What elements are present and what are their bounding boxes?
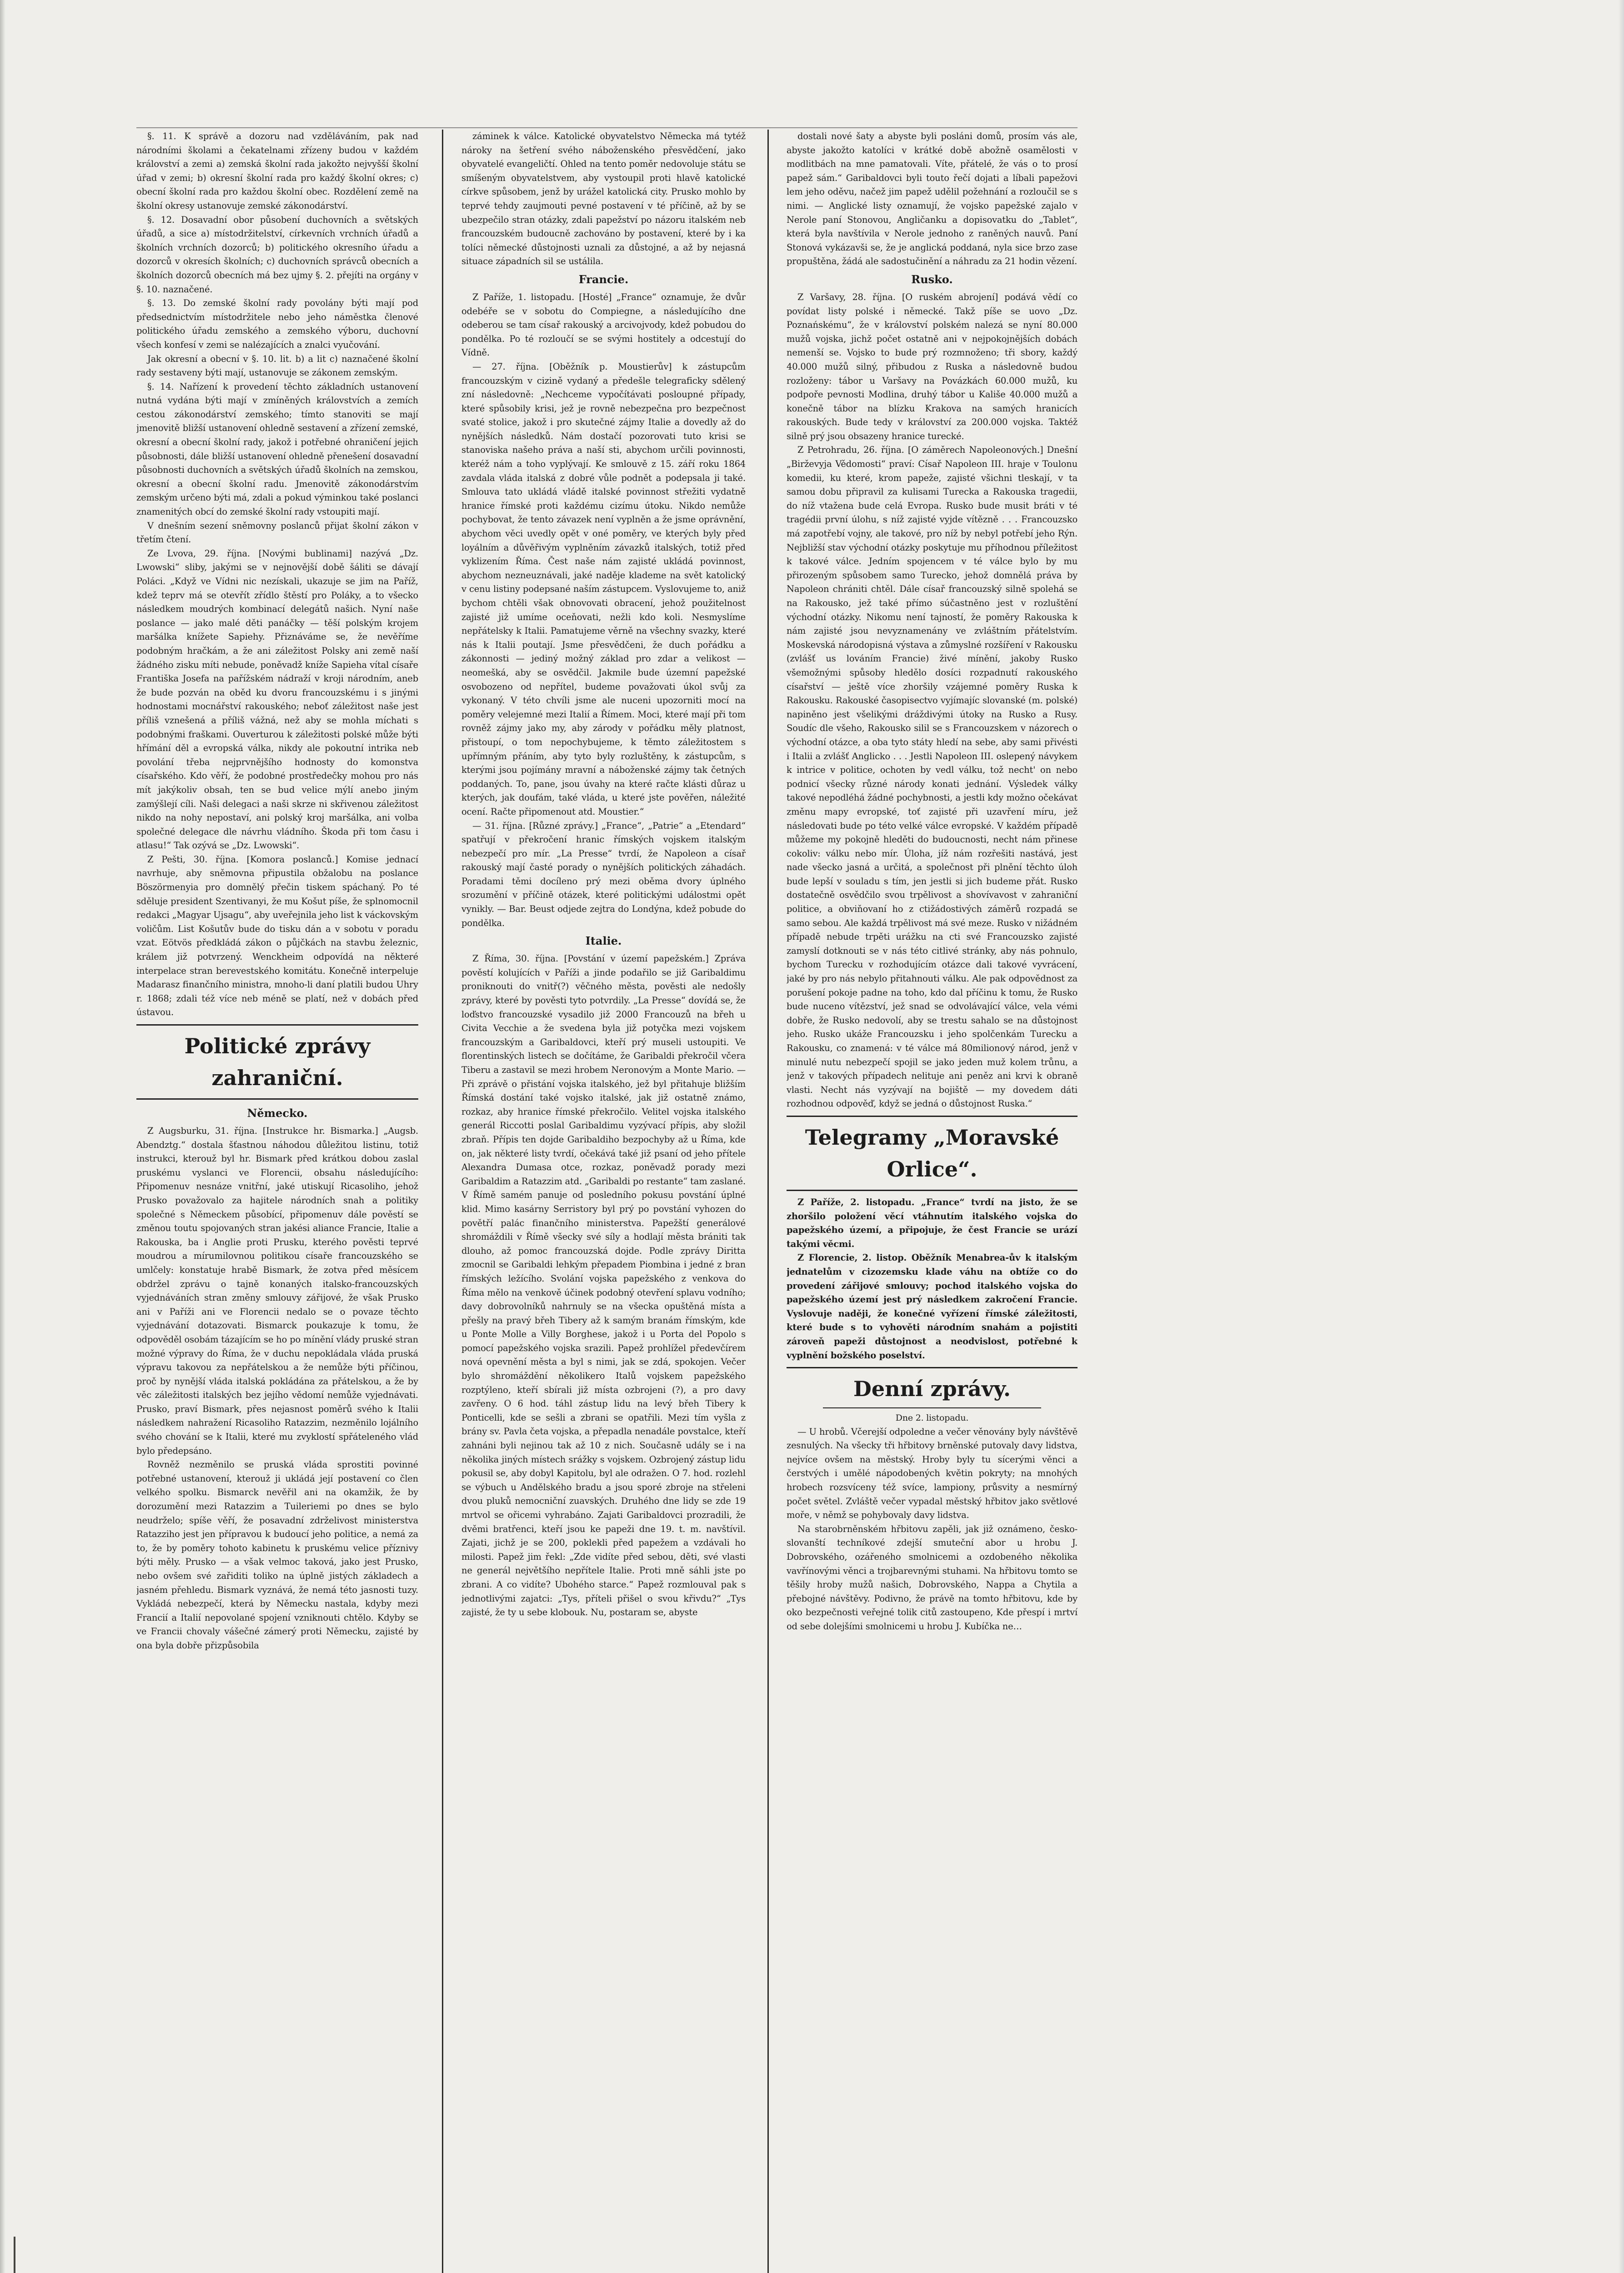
- article-paragraph: Z Varšavy, 28. října. [O ruském abrojení] podává vědí co povídat listy polské i německé. Takž píše se uovo „Dz. Poznańskému“, že v království polském nalezá se nyní 80.000 mužů vojska, jichž počet ostatně ani v nejpokojnějších dobách nemenší se. Vojsko to bude prý rozmnoženo; tři sbory, každý 40.000 mužů silný, přibudou z Ruska a následovně budou rozloženy: tábor u Varšavy na Povázkách 60.000 mužů, ku podpoře pevnosti Modlina, druhý tábor u Kališe 40.000 mužů a konečně tábor na blízku Krakova na samých hranicích rakouských. Bude tedy v království za 200.000 vojska. Taktéž silně prý jsou obsazeny hranice turecké.: [787, 291, 1078, 441]
- top-rule: [136, 127, 1078, 128]
- heading-telegrams: Telegramy „Moravské Orlice“.: [805, 1125, 1059, 1182]
- column-3: [787, 130, 1078, 2273]
- section-title-russia: Rusko.: [911, 272, 953, 286]
- section-divider: [136, 1024, 418, 1026]
- newspaper-page: [136, 130, 1078, 2273]
- article-paragraph: Z Petrohradu, 26. října. [O záměrech Napoleonových.] Dnešní „Birževyja Vědomosti“ praví: Císař Napoleon III. hraje v Toulonu komedii, ku které, krom papeže, zajisté všichni tleskají, v ta samou dobu připravil za kulisami Turecka a Rakouska tragedii, do níž vtažena bude celá Evropa. Rusko bude musit bráti v té tragédii první úlohu, s níž zajisté vyjde vítězně . . . Francouzsko má zapotřebí vojny, ale takové, pro níž by nebyl potřebí jeho Rýn. Nejbližší stav východní otázky poskytuje mu příhodnou příležitost k takové válce. Jedním spojencem v té válce bylo by mu přirozeným spůsobem samo Turecko, jehož domnělá práva by Napoleon chrániti chtěl. Dále císař francouzský silně spolehá se na Rakousko, jež také přímo súčastněno jest v rozluštění východní otázky. Nikomu není tajností, že poměry Rakouska k nám zajisté jsou nevyznamenány ve zvláštním přátelstvím. Moskevská národopisná výstava a zůmyslné rozšíření v Rakousku (zvlášť us lováním Francie) živé mínění, jakoby Rusko všemožnými spůsoby hledělo dosíci rozpadnutí rakouského císařství — ještě více zhoršily vzájemné poměry Ruska k Rakousku. Rakouské časopisectvo vyjímajíc slovanské (m. polské) napiněno jest všelikými dráždivými útoky na Rusko a Rusy. Soudíc dle všeho, Rakousko silil se s Francouzskem v názorech o východní otázce, a oba tyto státy hledí na sebe, aby sami přivésti i Italii a zvlášť Anglicko . . . Jestli Napoleon III. oslepený návykem k intrice v politice, ochoten by vedl válku, tož necht' on nebo podnicí všecky různé národy konati jednání. Výsledek války takové nepodléhá žádné pochybnosti, a jestli kdy možno očekávat změnu mapy evropské, toť zajisté při uzavření míru, jež následovati bude po této velké válce evropské. V každém případě můžeme my pokojně hleděti do budoucnosti, necht nám přinese cokoliv: válku nebo mír. Úloha, jíž nám rozřešiti nastává, jest nade všecko jasná a určitá, a společnost při plnění těchto úloh bude lepší v souladu s tím, jen jestli si jich budeme přát. Rusko dostatečně osvědčilo svou trpělivost a shovívavost v zahraniční politice, a obviňovaní ho z ctižádostivých záměrů rozpadá se samo sebou. Ale každá trpělivost má své meze. Rusko v nižádném případě nebude trpěti urážku na cti své Francouzsko zajisté zamyslí dotknouti se v nás této citlivé stránky, aby nás pohnulo, bychom Turecku v rozhodujícím otázce dali takové vyvrácení, jaké by pro nás nebylo přitahnouti válku. Ale pak odpovědnost za porušení pokoje padne na toho, kdo dal příčinu k tomu, že Rusko bude nuceno vítězství, jež snad se odvolávající válce, vela vémi dobře, že Rusko nedovolí, aby se trestu sahalo se na důstojnost jeho. Rusko ukáže Francouzsku i jeho spolčenkám Turecku a Rakousku, co znamená: v té válce má 80milionový národ, jenž v minulé nutu nebezpečí spojil se jako jeden muž kolem trůnu, a jenž v takových případech nelituje ani peněz ani krvi k obraně vlasti. Necht nás vyzývají na bojiště — my dovedem dáti rozhodnou odpověď, když se jedná o důstojnost Ruska.“: [787, 445, 1078, 1109]
- article-paragraph: Jak okresní a obecní v §. 10. lit. b) a lit c) naznačené školní rady sestaveny býti mají, ustanovuje se zákonem zemským.: [136, 353, 418, 378]
- scan-mark: [14, 2237, 15, 2273]
- article-paragraph: Z Pešti, 30. října. [Komora poslanců.] Komise jednací navrhuje, aby sněmovna připustila obžalobu na poslance Böszörmenyia pro domnělý přečin tiskem spáchaný. Po té sděluje president Szentivanyi, že mu Košut píše, že splnomocnil redakci „Magyar Ujsagu“, aby uveřejnila jeho list k váckovským voličům. List Košutův bude do tisku dán a v sobotu v poradu vzat. Eötvös předkládá zákon o půjčkách na stavbu železnic, králem již potvrzený. Wenckheim odpovídá na některé interpelace stran berevestského komitátu. Konečně interpeluje Madarasz finančního ministra, mnoho-li daní platili budou Uhry r. 1868; zdali též více neb méně se platí, než v dobách před ústavou.: [136, 854, 418, 1018]
- section-divider: [787, 1367, 1078, 1368]
- article-paragraph: §. 13. Do zemské školní rady povolány býti mají pod předsednictvím místodržitele nebo jeho náměstka členové politického úřadu zemského a zemského výboru, duchovní všech konfesí v zemi se nalézajících a znalci vyučování.: [136, 298, 418, 350]
- section-divider: [787, 1116, 1078, 1117]
- section-title-italy: Italie.: [585, 934, 622, 948]
- section-divider: [787, 1190, 1078, 1191]
- section-title-france: Francie.: [578, 272, 629, 286]
- telegram-paragraph: Z Paříže, 2. listopadu. „France“ tvrdí na jisto, že se zhoršilo položení věcí vtáhnutím italského vojska do papežského území, a připojuje, že čest Francie se urází takými věcmi.: [787, 1197, 1078, 1249]
- article-paragraph: záminek k válce. Katolické obyvatelstvo Německa má tytéž nároky na šetření svého náboženského přesvědčení, jako obyvatelé evangeličtí. Ohled na tento poměr nedovoluje státu se smíšeným obyvatelstvem, aby vystoupil proti hlavě katolické církve spůsobem, jenž by urážel katolická city. Prusko mohlo by teprvé tehdy zaujmouti pevné postavení v té příčině, až by se ubezpečilo stran otázky, zdali papežství po názoru italském neb francouzském budoucně zachováno by postavení, které by i ka tolíci německé důstojnosti uznali za důstojné, a až by nejasná situace západních sil se ustálila.: [461, 131, 746, 267]
- article-paragraph: — 31. října. [Různé zprávy.] „France“, „Patrie“ a „Etendard“ spatřují v překročení hranic římských vojskem italským nebezpečí pro mír. „La Presse“ tvrdí, že Napoleon a císař rakouský mají časté porady o nynějších politických záhadách. Poradami těmi docíleno prý mezi oběma dvory úplného srozumění v příčině otázek, které politickými událostmi opět vynikly. — Bar. Beust odjede zejtra do Londýna, kdež pobude do pondělka.: [461, 820, 746, 928]
- section-divider: [136, 1098, 418, 1100]
- article-paragraph: §. 12. Dosavadní obor působení duchovních a světských úřadů, a sice a) místodržitelství, církevních vrchních úřadů a školních vrchních dozorců; b) politického okresního úřadu a dozorců v okresích školních; c) duchovních správců obecních a školních dozorců obecních má bez ujmy §. 2. přejíti na orgány v §. 10. naznačené.: [136, 214, 418, 295]
- column-rule: [442, 130, 443, 2273]
- article-paragraph: V dnešním sezení sněmovny poslanců přijat školní zákon v třetím čtení.: [136, 520, 418, 545]
- column-2: [461, 130, 746, 2273]
- article-paragraph: §. 14. Nařízení k provedení těchto základních ustanovení nutná vydána býti mají v zmíněných královstvích a zemích cestou zákonodárství zemského; tímto stanoviti se mají jmenovitě bližší ustanovení ohledně sestavení a zřízení zemské, okresní a obecní školní rady, jakož i potřebné ohraničení jejich působnosti, dále bližší ustanovení ohledně přenešení dosavadní působnosti duchovních a světských úřadů školních na zemskou, okresní a obecní školní radu. Jmenovitě zákonodárstvím zemským určeno býti má, zdali a pokud výminkou také poslanci znamenitých obcí do zemské školní rady vstoupiti mají.: [136, 381, 418, 517]
- article-paragraph: §. 11. K správě a dozoru nad vzděláváním, pak nad národními školami a čekatelnami zřízeny budou v každém království a zemi a) zemská školní rada jakožto nejvyšší školní úřad v zemi; b) okresní školní rada pro každý školní okres; c) obecní školní rada pro každou školní obec. Rozdělení země na školní okresy ustanovuje zemské zákonodárství.: [136, 131, 418, 211]
- article-paragraph: Z Augsburku, 31. října. [Instrukce hr. Bismarka.] „Augsb. Abendztg.“ dostala šťastnou náhodou důležitou listinu, totiž instrukci, kterouž byl hr. Bismark před krátkou dobou zaslal pruskému vyslanci ve Florencii, obsahu následujícího: Připomenuv nesnáze vnitřní, jaké utiskují Ricasoliho, jehož Prusko považovalo za hajitele národních snah a politiky společné s Německem působící, připomenuv dále pověstí se změnou toutu spojovaných stran jakési aliance Francie, Italie a Rakouska, ba i Anglie proti Prusku, kterého pověsti teprvé moudrou a mírumilovnou politikou císaře francouzského se umlčely: konstatuje hrabě Bismark, že zotva před měsícem obdržel zprávu o tajně konaných italsko-francouzských vyjednáváních stran změny smlouvy zářijové, že však Prusko ani v Paříži ani ve Florencii nedalo se o povaze těchto vyjednávání dotazovati. Bismarck poukazuje k tomu, že odpověděl osobám tázajícím se ho po mínění vlády pruské stran možné výpravy do Říma, že v duchu nepokládala vláda pruská výpravu takovou za nepřátelskou a že nemůže býti příčinou, proč by nynější vláda italská pokládána za přátelskou, a že by věc záležitosti italských bez jejího vědomí nemůže vyjednávati. Prusko, praví Bismark, přes nejasnost poměrů svého k Italii následkem nahražení Ricasoliho Ratazzim, nezměnilo lojálního svého chování se k Italii, které mu zvyklostí spřáteleného vlád bylo předepsáno.: [136, 1126, 418, 1456]
- article-paragraph: Ze Lvova, 29. října. [Novými bublinami] nazývá „Dz. Lwowski“ sliby, jakými se v nejnovější době šáliti se dávají Poláci. „Když ve Vídni nic nezískali, ukazuje se jim na Paříž, kdež teprv má se otevřít zřídlo štěstí pro Poláky, a to všecko následkem moudrých kombinací delegátů našich. Nyní naše poslance — jako malé děti panáčky — těší polským krojem maršálka knížete Sapiehy. Přiznáváme se, že nevěříme podobným hračkám, a že ani záležitost Polsky ani země naší žádného zisku míti nebude, poněvadž kníže Sapieha vítal císaře Františka Josefa na pařížském nádraží v kroji národním, aneb že bude pozván na oběd ku dvoru francouzskému i s jinými hodnostami mocnářství rakouského; neboť záležitost naše jest příliš vznešená a příliš vážná, než aby se mohla míchati s podobnými fraškami. Ouverturou k záležitosti polské může býti hřímání děl a evropská válka, nikdy ale pokoutní intrika neb povolání třeba nejprvnějšího hodnosty do komonstva císařského. Kdo věří, že podobné prostředečky mohou pro nás mít jakýkoliv obsah, ten se bud velice mýlí anebo jiným zamýšlejí cíli. Naši delegaci a naši skrze ni skřivenou záležitost nikdo na nohy nepostaví, ani polský kroj maršálka, ani volba společné delegace dle návrhu vládního. Škoda při tom času i atlasu!“ Tak ozývá se „Dz. Lwowski“.: [136, 548, 418, 851]
- article-paragraph: Na starobrněnském hřbitovu zapěli, jak již oznámeno, česko-slovanští techníkové zdejší smuteční abor u hrobu J. Dobrovského, ozářeného smolnicemi a ozdobeného několika vavřínovými věnci a trojbarevnými stuhami. Na hřbitovu tomto se těšily hroby mužů našich, Dobrovského, Nappa a Chytila a přebojné návštěvy. Podivno, že právě na tomto hřbitovu, kde by oko bezpečnosti veřejné tolik citů zastoupeno, Kde přespí i mrtví od sebe dolejšími smolnicemi u hrobu J. Kubíčka ne…: [787, 1523, 1078, 1632]
- section-divider: [823, 1407, 1041, 1408]
- heading-foreign-news: Politické zprávy zahraniční.: [184, 1034, 371, 1090]
- article-paragraph: Rovněž nezměnilo se pruská vláda sprostiti povinné potřebné ustanovení, kterouž ji ukládá její postavení co člen velkého spolku. Bismarck nevěřil ani na okamžik, že by dorozumění mezi Ratazzim a Tuileriemi po dnes se bylo neudrželo; spíše věří, že posavadní zdrželivost ministerstva Ratazziho jest jen přípravou k budoucí jeho politice, a nemá za to, že by poměry tohoto kabinetu k pruskému velice příznivy býti měly. Prusko — a však velmoc taková, jako jest Prusko, nebo ovšem své zařiditi toliko na úplně jistých základech a jasném přehledu. Bismark vyznává, že nemá této jasnosti tuzy. Vykládá nebezpečí, která by Německu nastala, kdyby mezi Francií a Italií nepovolané spojení vzniknouti chtělo. Kdyby se ve Francii chovaly vášečné zámerý proti Německu, zajisté by ona byla dobře přizpůsobila: [136, 1459, 418, 1651]
- heading-daily-news: Denní zprávy.: [853, 1377, 1011, 1402]
- article-paragraph: Z Říma, 30. října. [Povstání v území papežském.] Zpráva pověstí kolujících v Paříži a jinde podařilo se již Garibaldimu proniknouti do vnitř(?) věčného města, pověsti ale nedošly zprávy, které by pověsti tyto potvrdily. „La Presse“ dovídá se, že loďstvo francouzské vysadilo již 2000 Francouzů na břeh u Civita Vecchie a že svedena byla již potyčka mezi vojskem francouzským a Garibaldovci, kteří prý museli ustoupiti. Ve florentinských listech se dočítáme, že Garibaldi překročil včera Tiberu a zastavil se mezi hrobem Neronovým a Monte Mario. — Při zprávě o přistání vojska italského, jež byl přitahuje bližším Římská dostání také vojsko italské, jak již ostatně známo, rozkaz, aby hranice římské překročilo. Velitel vojska italského generál Riccotti poslal Garibaldimu vyzývací přípis, aby složil zbraň. Přípis ten dojde Garibaldiho bezpochyby až u Říma, kde on, jak některé listy tvrdí, očekává také již psaní od jeho přítele Alexandra Dumasa otce, rozkaz, poněvadž porady mezi Garibaldim a Ratazzim atd. „Garibaldi po restante“ tam zaslané. V Římě samém panuje od posledního pokusu povstání úplné klid. Mimo kasárny Serristory byl prý po povstání vyhozen do povětří palác finančního ministerstva. Papežští generálové shromáždili v Římě všecky své síly a hodlají města brániti tak dlouho, až pomoc francouzská dojde. Podle zprávy Diritta zmocnil se Garibaldi lehkým přepadem Piombina i jedné z bran římských ležícího. Svolání vojska papežského z venkova do Říma mělo na venkově účinek podobný otevření splavu vodního; davy dobrovolníků nahrnuly se na všecka opuštěná místa a přešly na pravý břeh Tibery až k samým branám římským, kde u Ponte Molle a Villy Borghese, jakož i u Porta del Popolo s pomocí papežského vojska srazili. Papež prohlížel předevčírem nová opevnění města a byl s nimi, jak se zdá, spokojen. Večer bylo shromáždění několikero Italů vojskem papežského rozptýleno, kteří sbírali již místa ozbrojeni (?), a pro davy zavřeny. O 6 hod. táhl zástup lidu na levý břeh Tibery k Ponticelli, kde se sešli a zbrani se opatřili. Mezi tím vyšla z brány sv. Pavla četa vojska, a přepadla nenadále povstalce, kteří zahnáni byli nejinou tak až 10 z nich. Současně udály se i na několika jiných místech srážky s vojskem. Ozbrojený zástup lidu pokusil se, aby dobyl Kapitolu, byl ale odražen. O 7. hod. rozlehl se výbuch u Andělského bradu a jsou sporé zbroje na střeleni dvou pluků nemocniční zuavských. Druhého dne lidy se zde 19 mrtvol se ořicemi vyhrabáno. Zajati Garibaldovci prozradili, že dvěmi bratřenci, kteří jsou ke papeži dne 19. t. m. navštívil. Zajati, jichž je se 200, poklekli před papežem a vzdávali ho milosti. Papež jim řekl: „Zde vidíte před sebou, děti, své vlasti ne generál největšího nepřítele Italie. Proti mně sáhli jste po zbrani. A co vidíte? Ubohého starce.“ Papež rozmlouval pak s jednotlivými zajatci: „Tys, příteli přišel o svou křivdu?“ „Tys zajisté, že ty u sebe klobouk. Nu, postaram se, abyste: [461, 953, 746, 1618]
- daily-news-date: Dne 2. listopadu.: [895, 1413, 969, 1423]
- scan-edge-left: [0, 0, 5, 2273]
- article-paragraph: Z Paříže, 1. listopadu. [Hosté] „France“ oznamuje, že dvůr odebéře se v sobotu do Compiegne, a následujícího dne odeberou se tam císař rakouský a arcivojvody, kdež pobudou do pondělka. Po té rozloučí se se svými hostitely a odcestují do Vídně.: [461, 291, 746, 358]
- column-rule: [767, 130, 769, 2273]
- article-paragraph: dostali nové šaty a abyste byli posláni domů, prosím vás ale, abyste jakožto katolíci v krátké době abožně osamělosti v modlitbách na mne pamatovali. Víte, přátelé, že vás o to prosí papež sám.“ Garibaldovci byli touto řečí dojati a líbali papežovi lem jeho oděvu, načež jim papež udělil požehnání a rozloučil se s nimi. — Anglické listy oznamují, že vojsko papežské zajalo v Nerole paní Stonovou, Angličanku a dopisovatku do „Tablet“, která byla navštívila v Nerole jednoho z raněných nauvů. Paní Stonová vykázavši se, že je anglická poddaná, nyla sice brzo zase propuštěna, žádá ale sadostučinění a náhradu za 21 hodin vězení.: [787, 131, 1078, 267]
- scan-edge-right: [1619, 0, 1624, 2273]
- column-1: [136, 130, 418, 2273]
- article-paragraph: — 27. října. [Oběžník p. Moustierův] k zástupcům francouzským v cizině vydaný a předešle telegraficky sdělený zní následovně: „Nechceme vypočítávati posloupné případy, které spůsobily krisi, jež je rovně nebezpečna pro bezpečnost svaté stolice, jakož i pro skutečné zájmy Italie a dovedly až do nynějších následků. Nám dostačí pozorovati tuto krisi se stanoviska našeho práva a naší sti, abychom určili povinnosti, kteréž nám a toho vyplývají. Ke smlouvě z 15. září roku 1864 zavdala vláda italská z dobré vůle podnět a podepsala ji také. Smlouva tato ukládá vládě italské povinnost střežiti vydatně hranice římské proti každému cizímu útoku. Nikdo nemůže pochybovat, že tento závazek není vyplněn a že jsme oprávnění, abychom věci uvedly opět v oné poměry, ve kterých byly před loyálním a důvěřivým vyplněním závazků italských, totiž před vyklizením Říma. Čest naše nám zajisté ukládá povinnost, abychom nezneuznávali, jaké naděje klademe na svět katolický v cenu listiny podepsané naším zástupcem. Vyslovujeme to, aniž bychom chtěli však obnovovati obracení, jehož použitelnost zajisté již umíme oceňovati, nežli kdo koli. Nesmyslíme nepřátelsky k Italii. Pamatujeme věrně na všechny svazky, které nás k Italii poutají. Jsme přesvědčeni, že duch pořádku a zákonnosti — jediný možný základ pro zdar a velikost — neomešká, aby se osvědčil. Jakmile bude územní papežské osvobozeno od nepřítel, budeme považovati úkol svůj za vykonaný. V této chvíli jsme ale nuceni upozorniti mocí na poměry velejemné mezi Italií a Římem. Moci, které mají při tom rovněž zájmy jako my, aby zárody v pořádku měly platnost, přistoupí, o tom nepochybujeme, k těmto záležitostem s upřímným přáním, aby tyto byly rozluštěny, k zástupcům, s kterými jsou pojímány mravní a náboženské zájmy tak četných poddaných. To, pane, jsou úvahy na které račte klásti důraz u kterých, jak doufám, také vláda, u které jste pověřen, náležité ocení. Račte připomenout atd. Moustier.“: [461, 361, 746, 817]
- section-title-germany: Německo.: [247, 1106, 308, 1120]
- telegram-paragraph: Z Florencie, 2. listop. Oběžník Menabrea-ův k italským jednatelům v cizozemsku klade váhu na obtíže co do provedení zářijové smlouvy; pochod italského vojska do papežského území jest prý následkem zakročení Francie. Vyslovuje naději, že konečné vyřízení římské záležitosti, které bude s to vyhověti národním snahám a pojistiti zároveň papeži důstojnost a neodvislost, potřebné k vyplnění božského poselství.: [787, 1252, 1078, 1361]
- article-paragraph: — U hrobů. Včerejší odpoledne a večer věnovány byly návštěvě zesnulých. Na všecky tři hřbitovy brněnské putovaly davy lidstva, nejvíce ovšem na městský. Hroby byly tu sícerými věnci a čerstvých i umělé nápodobených květin pokryty; na mnohých hrobech rozsvíceny též svíce, lampiony, průsvity a nesmírný počet světel. Zvláště večer vypadal městský hřbitov jako světlové moře, v němž se pohybovaly davy lidstva.: [787, 1426, 1078, 1521]
